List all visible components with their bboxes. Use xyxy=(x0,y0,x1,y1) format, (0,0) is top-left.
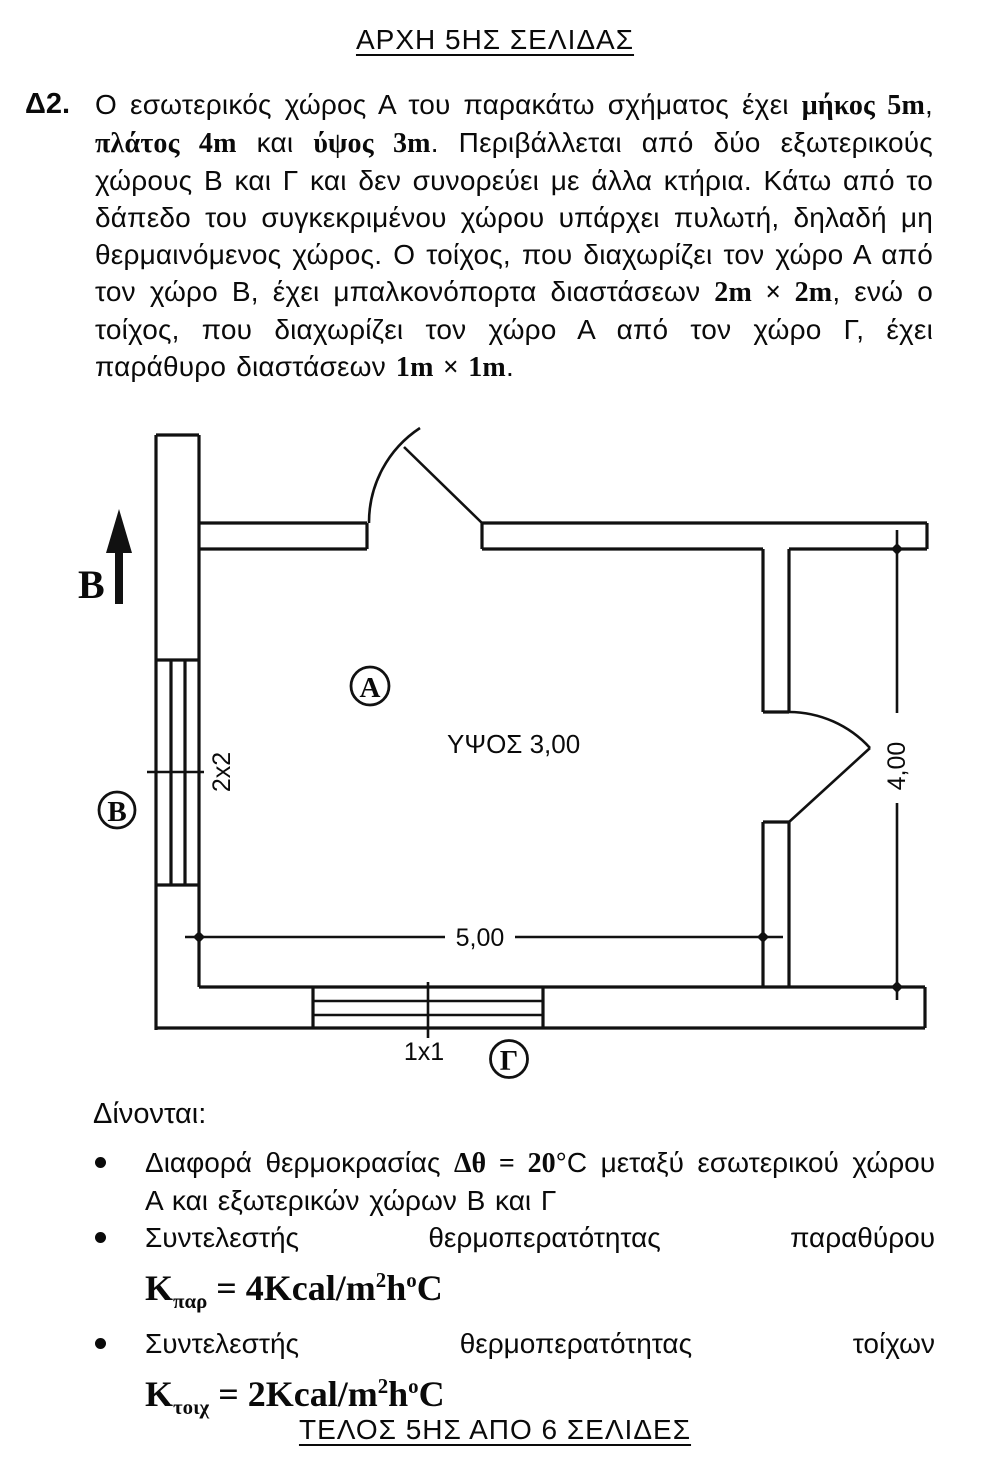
window-symbol xyxy=(313,982,543,1038)
space-b-circle xyxy=(99,792,135,828)
coefficient-description xyxy=(145,1219,935,1256)
bullet-icon xyxy=(95,1338,106,1349)
text-segment: . Περιβάλλεται από δύο εξωτερικούς χώρους Β και Γ και δεν συνορεύει με άλλα κτήρια. Κάτω από το δάπεδο του συγκεκριμένου χώρου υπάρχει πυλωτή, δηλαδή μη θερμαινόμενος χώρος. Ο τοίχος, που διαχωρίζει τον χώρο Α από τον χώρο Β, έχει μπαλκονόπορτα διαστάσεων xyxy=(95,127,933,307)
word: παραθύρου xyxy=(790,1222,935,1253)
word: θερμοπερατότητας xyxy=(428,1222,661,1253)
bullet-icon xyxy=(95,1232,106,1243)
word: θερμοπερατότητας xyxy=(459,1328,693,1360)
text-segment: μήκος 5m xyxy=(801,90,926,121)
text-segment: Διαφορά θερμοκρασίας xyxy=(145,1147,454,1178)
room-a-circle xyxy=(351,667,389,705)
text-segment: ύψος 3m xyxy=(313,128,431,159)
page-header: ΑΡΧΗ 5ΗΣ ΣΕΛΙΔΑΣ xyxy=(355,24,635,55)
text-segment: o xyxy=(408,1374,419,1399)
word: Συντελεστής xyxy=(145,1222,300,1253)
list-item xyxy=(95,1144,935,1219)
text-segment: = 4Kcal/m xyxy=(207,1268,376,1308)
space-b-label: B xyxy=(107,796,127,828)
text-segment: τοιχ xyxy=(173,1395,210,1420)
top-door-arc-icon xyxy=(369,428,420,523)
text-segment: , xyxy=(925,89,934,120)
given-list xyxy=(95,1144,935,1431)
text-segment: C xyxy=(416,1268,443,1308)
space-g-label: Γ xyxy=(499,1045,519,1077)
problem-statement xyxy=(95,86,933,386)
page-footer: ΤΕΛΟΣ 5ΗΣ ΑΠΟ 6 ΣΕΛΙΔΕΣ xyxy=(298,1414,692,1445)
text-segment: = 2Kcal/m xyxy=(209,1374,378,1415)
text-segment: o xyxy=(406,1268,417,1292)
text-segment: C xyxy=(418,1374,445,1415)
text-segment: Δθ = 20 xyxy=(454,1148,556,1179)
text-segment: , ενώ ο τοίχος, που διαχωρίζει τον χώρο Α από τον χώρο Γ, έχει παράθυρο διαστάσεων xyxy=(95,276,934,382)
dim-height-label: 4,00 xyxy=(883,741,911,791)
text-segment: Ο εσωτερικός χώρος Α του παρακάτω σχήματος έχει xyxy=(95,89,802,120)
bullet-icon xyxy=(95,1157,106,1168)
room-a-label: A xyxy=(359,672,381,704)
text-segment: 1m × 1m xyxy=(395,352,506,383)
text-segment: 2 xyxy=(375,1268,387,1292)
given-window-coefficient xyxy=(145,1219,935,1325)
height-note: ΥΨΟΣ 3,00 xyxy=(447,729,581,759)
north-arrow-icon xyxy=(106,509,132,553)
text-segment: πλάτος 4m xyxy=(95,128,237,159)
bullet-marker xyxy=(95,1144,145,1168)
text-segment: h xyxy=(388,1374,409,1415)
given-heading: Δίνονται: xyxy=(93,1098,207,1130)
dim-width-label: 5,00 xyxy=(455,924,505,952)
word: Συντελεστής xyxy=(145,1328,300,1360)
problem-label: Δ2. xyxy=(25,88,71,120)
bullet-marker xyxy=(95,1219,145,1243)
text-segment: K xyxy=(145,1268,174,1308)
text-segment: . xyxy=(505,351,514,382)
right-door-leaf xyxy=(789,748,870,822)
word: τοίχων xyxy=(852,1328,935,1360)
text-segment: παρ xyxy=(173,1289,208,1314)
text-segment: 2 xyxy=(377,1374,389,1399)
text-segment: °C μεταξύ εσωτερικού χώρου Α και εξωτερικών χώρων Β και Γ xyxy=(145,1147,936,1216)
dim-marker xyxy=(891,981,903,993)
coefficient-description xyxy=(145,1325,935,1362)
balcony-door-size-label: 2x2 xyxy=(208,751,236,793)
right-door-arc-icon xyxy=(789,712,870,748)
wall-lines xyxy=(156,435,927,1030)
space-g-circle xyxy=(491,1041,528,1078)
bullet-marker xyxy=(95,1325,145,1349)
top-door-leaf xyxy=(404,447,482,523)
dim-marker xyxy=(193,931,205,943)
text-segment: K xyxy=(145,1374,174,1415)
given-temperature-difference xyxy=(145,1144,935,1219)
text-segment: και xyxy=(236,127,314,158)
dim-marker xyxy=(891,543,903,555)
text-segment: 2m × 2m xyxy=(714,277,833,308)
text-segment: h xyxy=(386,1268,407,1308)
window-size-label: 1x1 xyxy=(403,1038,445,1066)
list-item xyxy=(95,1219,935,1325)
north-b-label: B xyxy=(78,562,105,607)
dim-marker xyxy=(757,931,769,943)
window-coefficient-formula xyxy=(145,1256,935,1325)
